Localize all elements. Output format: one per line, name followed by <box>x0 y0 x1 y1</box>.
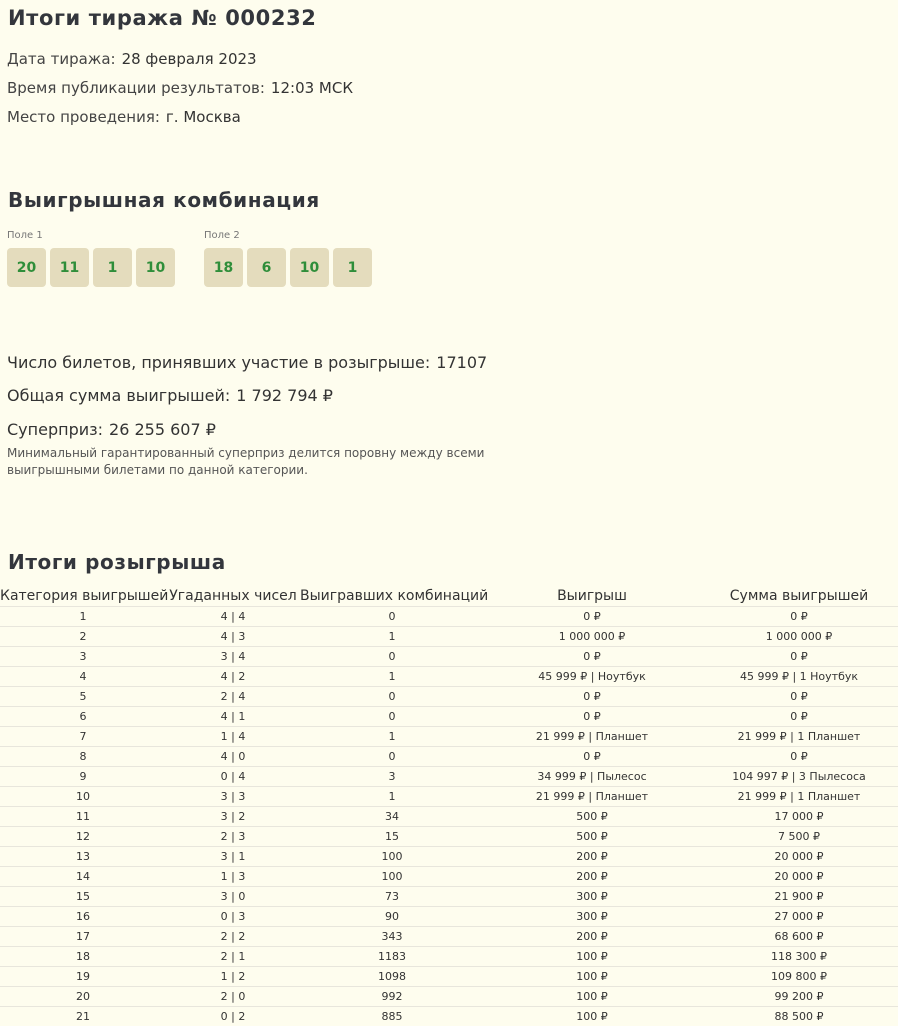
superprize-value: 26 255 607 ₽ <box>109 420 216 439</box>
field1-ball: 20 <box>7 248 46 287</box>
cell-winners: 0 <box>300 687 484 707</box>
table-row <box>0 607 898 627</box>
cell-category: 20 <box>0 987 166 1007</box>
cell-prize: 200 ₽ <box>484 847 700 867</box>
cell-category: 17 <box>0 927 166 947</box>
cell-matched: 1 | 3 <box>166 867 300 887</box>
draw-date-label: Дата тиража: <box>7 50 116 68</box>
cell-matched: 2 | 0 <box>166 987 300 1007</box>
draw-date <box>7 50 257 68</box>
table-row <box>0 887 898 907</box>
cell-matched: 2 | 3 <box>166 827 300 847</box>
cell-prize: 0 ₽ <box>484 607 700 627</box>
cell-category: 16 <box>0 907 166 927</box>
cell-category: 21 <box>0 1007 166 1026</box>
field1-ball: 10 <box>136 248 175 287</box>
cell-matched: 2 | 4 <box>166 687 300 707</box>
table-row <box>0 807 898 827</box>
table-row <box>0 1007 898 1026</box>
publish-time-label: Время публикации результатов: <box>7 79 265 97</box>
field2-ball: 10 <box>290 248 329 287</box>
col-winners: Выигравших комбинаций <box>300 585 484 607</box>
cell-prize: 21 999 ₽ | Планшет <box>484 727 700 747</box>
cell-category: 8 <box>0 747 166 767</box>
field1-ball: 11 <box>50 248 89 287</box>
superprize-note: Минимальный гарантированный суперприз делится поровну между всеми выигрышными билетами по данной категории. <box>7 445 507 479</box>
cell-category: 1 <box>0 607 166 627</box>
cell-matched: 4 | 1 <box>166 707 300 727</box>
cell-matched: 4 | 3 <box>166 627 300 647</box>
cell-category: 19 <box>0 967 166 987</box>
total-winnings-label: Общая сумма выигрышей: <box>7 386 230 405</box>
table-row <box>0 707 898 727</box>
cell-total: 99 200 ₽ <box>700 987 898 1007</box>
cell-prize: 0 ₽ <box>484 647 700 667</box>
cell-winners: 0 <box>300 607 484 627</box>
cell-winners: 1 <box>300 667 484 687</box>
cell-prize: 100 ₽ <box>484 947 700 967</box>
field2-ball: 1 <box>333 248 372 287</box>
cell-category: 18 <box>0 947 166 967</box>
cell-prize: 34 999 ₽ | Пылесос <box>484 767 700 787</box>
page-title: Итоги тиража № 000232 <box>8 6 317 30</box>
table-row <box>0 767 898 787</box>
cell-prize: 300 ₽ <box>484 907 700 927</box>
cell-prize: 0 ₽ <box>484 687 700 707</box>
cell-total: 21 999 ₽ | 1 Планшет <box>700 727 898 747</box>
cell-prize: 0 ₽ <box>484 747 700 767</box>
cell-category: 15 <box>0 887 166 907</box>
cell-prize: 300 ₽ <box>484 887 700 907</box>
cell-prize: 45 999 ₽ | Ноутбук <box>484 667 700 687</box>
cell-total: 109 800 ₽ <box>700 967 898 987</box>
cell-total: 20 000 ₽ <box>700 847 898 867</box>
field2-ball: 18 <box>204 248 243 287</box>
cell-prize: 1 000 000 ₽ <box>484 627 700 647</box>
cell-matched: 3 | 1 <box>166 847 300 867</box>
cell-matched: 3 | 0 <box>166 887 300 907</box>
cell-prize: 100 ₽ <box>484 987 700 1007</box>
cell-winners: 0 <box>300 707 484 727</box>
cell-category: 14 <box>0 867 166 887</box>
table-row <box>0 987 898 1007</box>
draw-date-value: 28 февраля 2023 <box>122 50 257 68</box>
cell-total: 0 ₽ <box>700 647 898 667</box>
cell-winners: 34 <box>300 807 484 827</box>
cell-category: 13 <box>0 847 166 867</box>
cell-category: 10 <box>0 787 166 807</box>
cell-total: 7 500 ₽ <box>700 827 898 847</box>
table-row <box>0 847 898 867</box>
table-row <box>0 667 898 687</box>
table-row <box>0 827 898 847</box>
combination-title: Выигрышная комбинация <box>8 188 320 212</box>
cell-matched: 1 | 4 <box>166 727 300 747</box>
results-title: Итоги розыгрыша <box>8 550 226 574</box>
cell-winners: 1183 <box>300 947 484 967</box>
cell-matched: 3 | 2 <box>166 807 300 827</box>
cell-category: 6 <box>0 707 166 727</box>
cell-prize: 0 ₽ <box>484 707 700 727</box>
cell-category: 11 <box>0 807 166 827</box>
cell-matched: 2 | 2 <box>166 927 300 947</box>
cell-total: 27 000 ₽ <box>700 907 898 927</box>
cell-winners: 885 <box>300 1007 484 1026</box>
cell-category: 7 <box>0 727 166 747</box>
cell-winners: 1098 <box>300 967 484 987</box>
cell-matched: 0 | 2 <box>166 1007 300 1026</box>
table-row <box>0 747 898 767</box>
table-row <box>0 787 898 807</box>
cell-matched: 0 | 3 <box>166 907 300 927</box>
cell-prize: 100 ₽ <box>484 1007 700 1026</box>
results-header-row <box>0 585 898 607</box>
publish-time <box>7 79 353 97</box>
cell-total: 21 999 ₽ | 1 Планшет <box>700 787 898 807</box>
results-body <box>0 607 898 1026</box>
table-row <box>0 687 898 707</box>
field1-ball: 1 <box>93 248 132 287</box>
col-total: Сумма выигрышей <box>700 585 898 607</box>
field1-label: Поле 1 <box>7 230 43 241</box>
cell-category: 9 <box>0 767 166 787</box>
cell-total: 0 ₽ <box>700 747 898 767</box>
field2-ball: 6 <box>247 248 286 287</box>
draw-place-label: Место проведения: <box>7 108 160 126</box>
draw-place <box>7 108 241 126</box>
cell-total: 17 000 ₽ <box>700 807 898 827</box>
tickets-count-label: Число билетов, принявших участие в розыгрыше: <box>7 353 430 372</box>
cell-category: 5 <box>0 687 166 707</box>
table-row <box>0 627 898 647</box>
cell-winners: 343 <box>300 927 484 947</box>
cell-winners: 73 <box>300 887 484 907</box>
cell-total: 88 500 ₽ <box>700 1007 898 1026</box>
cell-prize: 500 ₽ <box>484 807 700 827</box>
cell-prize: 500 ₽ <box>484 827 700 847</box>
cell-total: 0 ₽ <box>700 607 898 627</box>
field2-label: Поле 2 <box>204 230 240 241</box>
cell-prize: 100 ₽ <box>484 967 700 987</box>
cell-matched: 3 | 4 <box>166 647 300 667</box>
cell-category: 2 <box>0 627 166 647</box>
field2-balls <box>204 248 372 287</box>
cell-prize: 200 ₽ <box>484 867 700 887</box>
cell-total: 0 ₽ <box>700 687 898 707</box>
cell-total: 1 000 000 ₽ <box>700 627 898 647</box>
draw-place-value: г. Москва <box>166 108 241 126</box>
cell-winners: 0 <box>300 747 484 767</box>
table-row <box>0 867 898 887</box>
cell-matched: 2 | 1 <box>166 947 300 967</box>
cell-prize: 21 999 ₽ | Планшет <box>484 787 700 807</box>
cell-winners: 992 <box>300 987 484 1007</box>
cell-matched: 3 | 3 <box>166 787 300 807</box>
cell-total: 20 000 ₽ <box>700 867 898 887</box>
publish-time-value: 12:03 МСК <box>271 79 353 97</box>
table-row <box>0 927 898 947</box>
cell-winners: 3 <box>300 767 484 787</box>
cell-total: 45 999 ₽ | 1 Ноутбук <box>700 667 898 687</box>
tickets-count <box>7 353 487 372</box>
cell-winners: 90 <box>300 907 484 927</box>
cell-matched: 4 | 2 <box>166 667 300 687</box>
col-matched: Угаданных чисел <box>166 585 300 607</box>
table-row <box>0 967 898 987</box>
cell-total: 21 900 ₽ <box>700 887 898 907</box>
cell-category: 12 <box>0 827 166 847</box>
cell-total: 118 300 ₽ <box>700 947 898 967</box>
cell-category: 4 <box>0 667 166 687</box>
cell-matched: 1 | 2 <box>166 967 300 987</box>
cell-matched: 0 | 4 <box>166 767 300 787</box>
cell-winners: 0 <box>300 647 484 667</box>
results-table <box>0 585 898 1026</box>
superprize <box>7 420 216 439</box>
cell-total: 0 ₽ <box>700 707 898 727</box>
cell-prize: 200 ₽ <box>484 927 700 947</box>
cell-winners: 100 <box>300 867 484 887</box>
table-row <box>0 907 898 927</box>
table-row <box>0 647 898 667</box>
superprize-label: Суперприз: <box>7 420 103 439</box>
cell-total: 104 997 ₽ | 3 Пылесоса <box>700 767 898 787</box>
cell-winners: 1 <box>300 627 484 647</box>
cell-matched: 4 | 4 <box>166 607 300 627</box>
cell-winners: 100 <box>300 847 484 867</box>
total-winnings-value: 1 792 794 ₽ <box>236 386 333 405</box>
cell-winners: 1 <box>300 787 484 807</box>
tickets-count-value: 17107 <box>436 353 487 372</box>
table-row <box>0 727 898 747</box>
field1-balls <box>7 248 175 287</box>
cell-winners: 15 <box>300 827 484 847</box>
col-prize: Выигрыш <box>484 585 700 607</box>
col-category: Категория выигрышей <box>0 585 166 607</box>
cell-matched: 4 | 0 <box>166 747 300 767</box>
table-row <box>0 947 898 967</box>
cell-category: 3 <box>0 647 166 667</box>
total-winnings <box>7 386 333 405</box>
cell-total: 68 600 ₽ <box>700 927 898 947</box>
cell-winners: 1 <box>300 727 484 747</box>
